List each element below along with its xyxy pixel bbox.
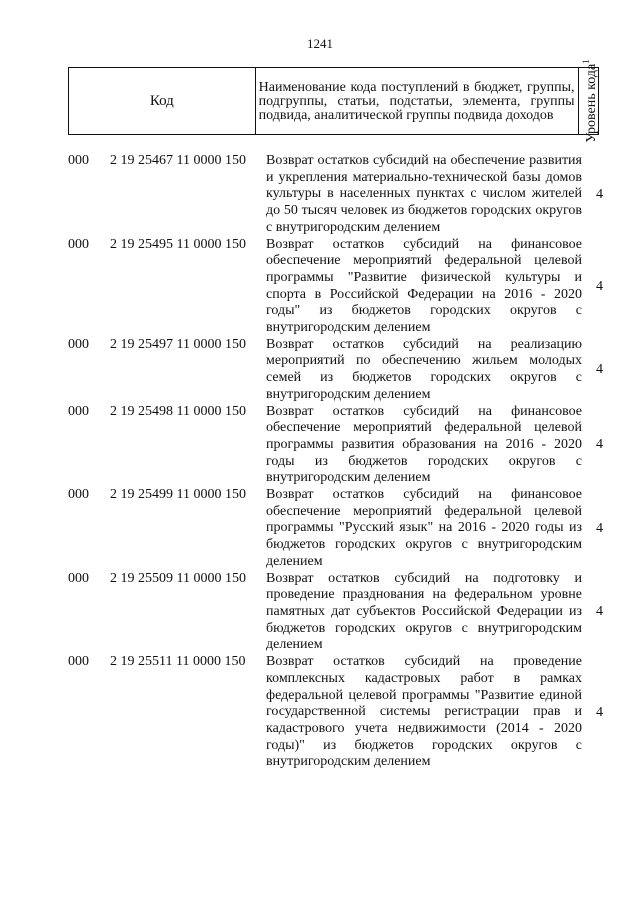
- code-level: 4: [596, 520, 603, 536]
- table-header: [68, 59, 599, 143]
- admin-code: 000: [68, 336, 89, 352]
- table-row: [0, 404, 640, 488]
- income-code: 2 19 25495 11 0000 150: [110, 236, 246, 252]
- table-row: [0, 153, 640, 237]
- income-code: 2 19 25467 11 0000 150: [110, 153, 246, 168]
- code-level: 4: [596, 362, 603, 378]
- header-code-cell: Код: [69, 68, 256, 135]
- table-row: [0, 337, 640, 404]
- admin-code: 000: [68, 487, 89, 503]
- table-row: [0, 487, 640, 571]
- code-level: 4: [596, 186, 603, 202]
- header-level-cell: [579, 59, 599, 143]
- code-table-body: [0, 153, 640, 771]
- admin-code: 000: [68, 654, 89, 670]
- table-row: [0, 237, 640, 337]
- header-name-cell: Наименование кода поступлений в бюджет, группы, подгруппы, статьи, подстатьи, элемента, группы подвида, аналитической группы подвида доходов: [255, 68, 579, 135]
- income-name: Возврат остатков субсидий на проведение комплексных кадастровых работ в рамках федеральной целевой программы "Развитие единой государственной системы регистрации прав и кадастрового учета недвижимости (2014 - 2020 годы)" из бюджетов городских округов с внутригородским делением: [266, 654, 582, 770]
- admin-code: 000: [68, 570, 89, 586]
- income-name: Возврат остатков субсидий на финансовое обеспечение мероприятий федеральной целевой программы "Развитие физической культуры и спорта в Российской Федерации на 2016 - 2020 годы" из бюджетов городских округов с внутригородским делением: [266, 236, 582, 336]
- income-code: 2 19 25498 11 0000 150: [110, 403, 246, 419]
- code-level: 4: [596, 604, 603, 620]
- header-level-label: Уровень кода$^1$: [580, 59, 599, 143]
- income-code: 2 19 25509 11 0000 150: [110, 570, 246, 586]
- income-code: 2 19 25497 11 0000 150: [110, 336, 246, 352]
- income-name: Возврат остатков субсидий на обеспечение развития и укрепления материально-технической базы домов культуры в населенных пунктах с числом жителей до 50 тысяч человек из бюджетов городских округов с внутригородским делением: [266, 153, 582, 235]
- income-name: Возврат остатков субсидий на реализацию мероприятий по обеспечению жильем молодых семей из бюджетов городских округов с внутригородским делением: [266, 336, 582, 402]
- code-level: 4: [596, 704, 603, 720]
- admin-code: 000: [68, 236, 89, 252]
- income-name: Возврат остатков субсидий на финансовое обеспечение мероприятий федеральной целевой программы "Русский язык" на 2016 - 2020 годы из бюджетов городских округов с внутригородским делением: [266, 487, 582, 569]
- footnote-marker: 1: [580, 59, 591, 64]
- table-row: [0, 571, 640, 655]
- code-level: 4: [596, 278, 603, 294]
- income-code: 2 19 25511 11 0000 150: [110, 654, 246, 670]
- admin-code: 000: [68, 403, 89, 419]
- income-code: 2 19 25499 11 0000 150: [110, 487, 246, 503]
- table-row: [0, 654, 640, 771]
- code-level: 4: [596, 437, 603, 453]
- page-number: 1241: [307, 36, 333, 51]
- income-name: Возврат остатков субсидий на финансовое обеспечение мероприятий федеральной целевой программы развития образования на 2016 - 2020 годы из бюджетов городских округов с внутригородским делением: [266, 403, 582, 486]
- admin-code: 000: [68, 153, 89, 168]
- income-name: Возврат остатков субсидий на подготовку и проведение празднования на федеральном уровне памятных дат субъектов Российской Федерации из бюджетов городских округов с внутригородским делением: [266, 570, 582, 653]
